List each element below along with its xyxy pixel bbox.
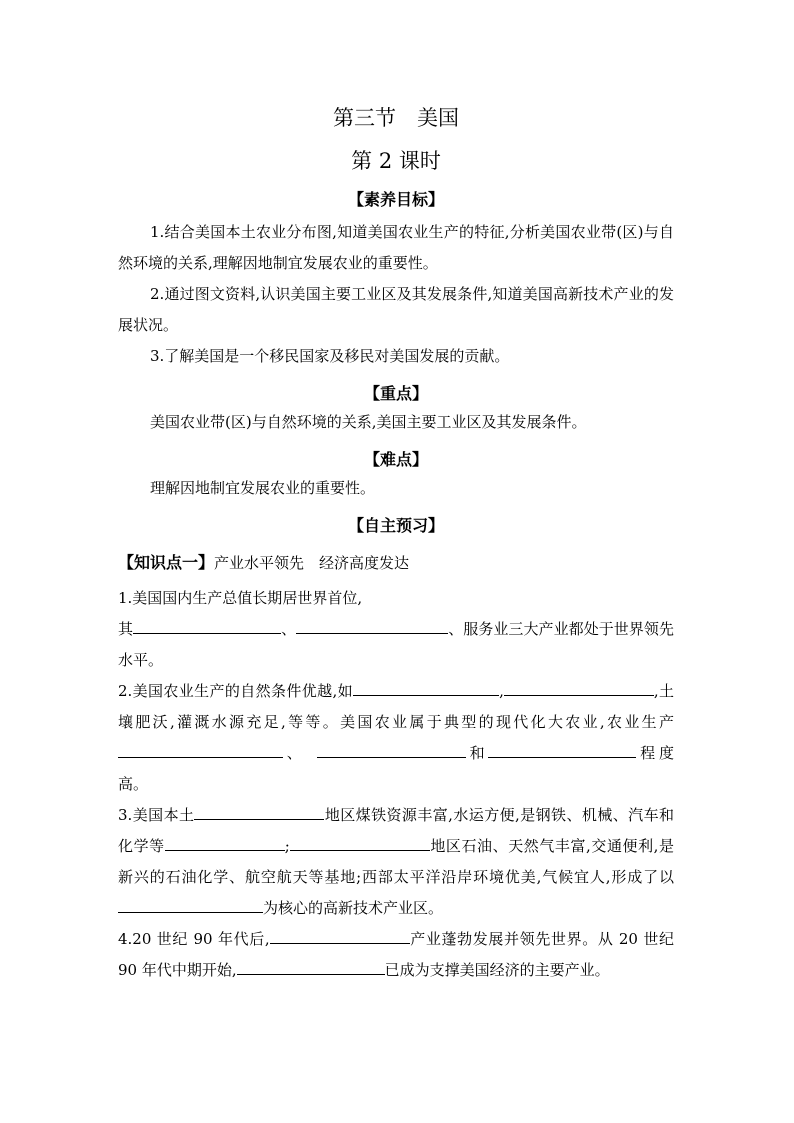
exercise-4-text-b: 产业蓬勃发展并领先世界。从 20 世纪 90 年代中期开始, — [118, 930, 675, 979]
blank-2e[interactable] — [488, 740, 636, 758]
goal-item-1: 1.结合美国本土农业分布图,知道美国农业生产的特征,分析美国农业带(区)与自然环境的关系,理解因地制宜发展农业的重要性。 — [118, 223, 674, 272]
blank-3c[interactable] — [290, 833, 430, 851]
exercise-3 — [118, 800, 674, 924]
exercise-4-text-c: 已成为支撑美国经济的主要产业。 — [384, 961, 610, 979]
document-content — [118, 100, 674, 986]
exercise-1-text-c: 、服务业三大产业都处于世界领先水平。 — [118, 620, 674, 669]
exercise-2-text-e: 和 — [465, 744, 489, 762]
blank-1b[interactable] — [296, 616, 448, 634]
blank-2c[interactable] — [118, 740, 283, 758]
goals-list — [118, 217, 674, 372]
exercise-1-text-b: 、 — [281, 620, 297, 638]
goals-heading: 【素养目标】 — [347, 190, 444, 209]
goal-item-3: 3.了解美国是一个移民国家及移民对美国发展的贡献。 — [150, 347, 510, 365]
blank-3a[interactable] — [194, 802, 324, 820]
blank-4a[interactable] — [270, 926, 410, 944]
exercise-2-text-a: 2.美国农业生产的自然条件优越,如 — [118, 682, 354, 700]
lesson-title: 第三节 美国 — [333, 106, 459, 130]
blank-2b[interactable] — [504, 678, 654, 696]
difficulties-heading: 【难点】 — [363, 450, 428, 469]
exercise-1-text-a: 其 — [118, 620, 134, 638]
goal-item-2: 2.通过图文资料,认识美国主要工业区及其发展条件,知道美国高新技术产业的发展状况。 — [118, 285, 674, 334]
exercise-2-text-c: ,土壤肥沃,灌溉水源充足,等等。美国农业属于典型的现代化大农业,农业生产 — [118, 682, 674, 731]
exercise-1-line1: 1.美国国内生产总值长期居世界首位, — [118, 589, 363, 607]
knowledge-title: 产业水平领先 经济高度发达 — [214, 554, 410, 572]
lesson-subtitle: 第 2 课时 — [351, 149, 441, 173]
blank-4b[interactable] — [237, 957, 385, 975]
key-points-heading: 【重点】 — [363, 384, 428, 403]
exercise-4-text-a: 4.20 世纪 90 年代后, — [118, 930, 270, 948]
exercise-3-text-e: 为核心的高新技术产业区。 — [263, 899, 444, 917]
key-points-text: 美国农业带(区)与自然环境的关系,美国主要工业区及其发展条件。 — [150, 413, 587, 431]
blank-1a[interactable] — [133, 616, 281, 634]
exercise-2-text-f: 程度高。 — [118, 744, 674, 793]
exercise-3-body — [118, 800, 674, 924]
blank-2d[interactable] — [317, 740, 466, 758]
exercise-3-text-a: 3.美国本土 — [118, 806, 195, 824]
exercise-3-text-d: 地区石油、天然气丰富,交通便利,是新兴的石油化学、航空航天等基地;西部太平洋沿岸环境优美,气候宜人,形成了以 — [118, 837, 674, 886]
knowledge-point-one — [118, 547, 674, 579]
exercise-2-body — [118, 676, 674, 800]
exercise-3-text-c: ; — [284, 837, 290, 855]
exercise-1-body — [118, 614, 674, 676]
preview-heading: 【自主预习】 — [347, 516, 444, 535]
exercise-2-text-b: , — [499, 682, 504, 700]
exercise-2 — [118, 676, 674, 800]
exercise-1 — [118, 583, 674, 676]
knowledge-label: 【知识点一】 — [118, 553, 215, 572]
exercise-2-text-d: 、 — [283, 744, 299, 762]
difficulties-text: 理解因地制宜发展农业的重要性。 — [150, 479, 376, 497]
exercise-3-text-b: 地区煤铁资源丰富,水运方便,是钢铁、机械、汽车和化学等 — [118, 806, 674, 855]
exercise-4 — [118, 924, 674, 986]
blank-2a[interactable] — [353, 678, 499, 696]
blank-3b[interactable] — [165, 833, 285, 851]
blank-3d[interactable] — [118, 895, 263, 913]
exercise-4-body — [118, 924, 674, 986]
